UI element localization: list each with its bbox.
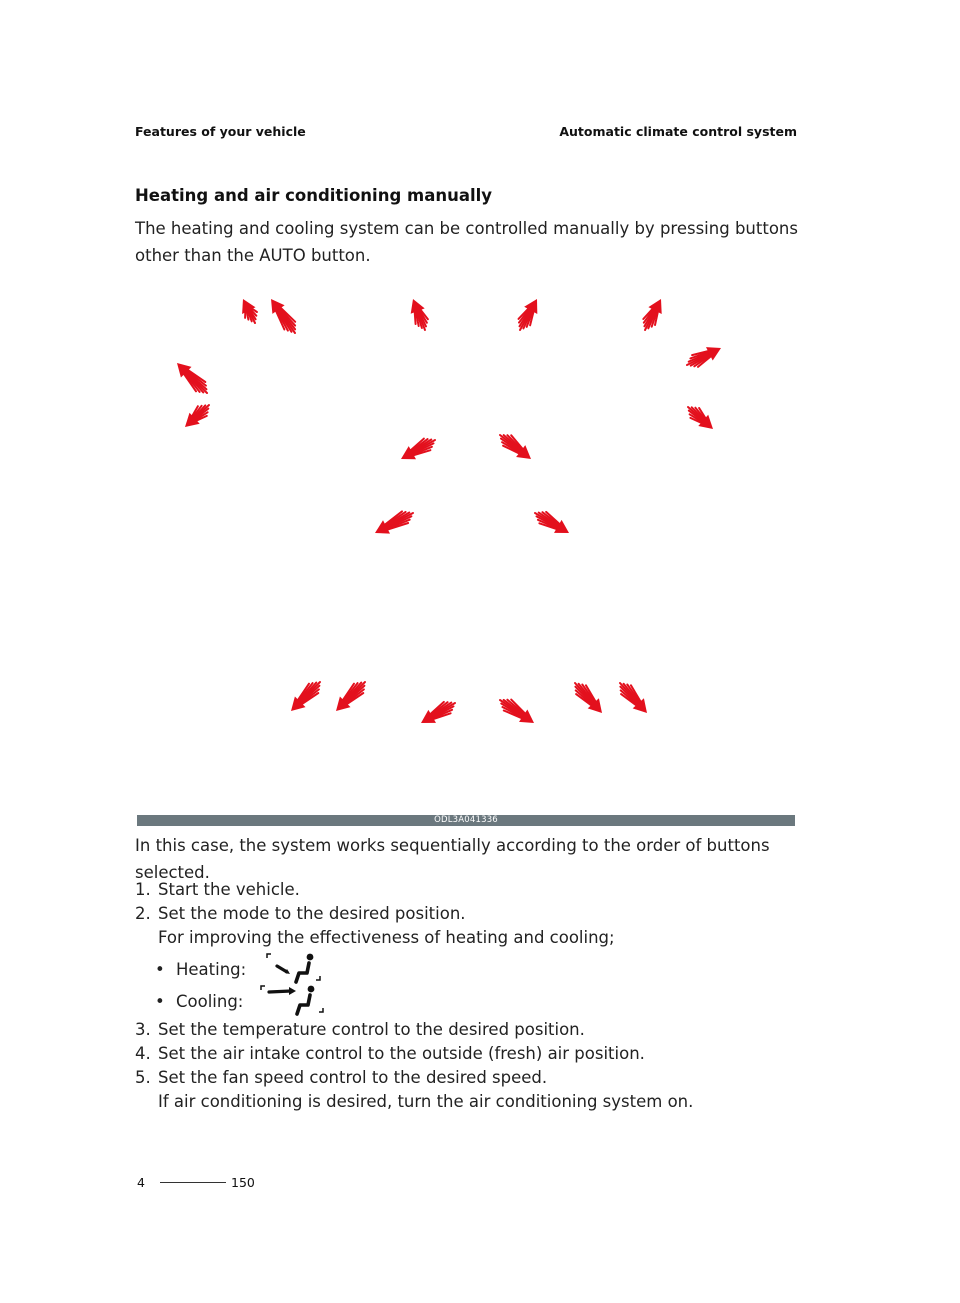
step-number: 4.	[135, 1044, 151, 1063]
step-number: 2.	[135, 904, 151, 923]
airflow-arrow-icon	[500, 435, 531, 459]
airflow-arrow-icon	[185, 405, 209, 427]
step-number: 1.	[135, 880, 151, 899]
mode-label: Heating:	[176, 960, 247, 979]
sequence-paragraph: In this case, the system works sequentially according to the order of buttons selected.	[135, 836, 770, 882]
figure-caption-bar	[137, 815, 795, 826]
airflow-figure	[135, 285, 795, 815]
face-vent-mode-icon	[259, 984, 329, 1022]
airflow-arrow-icon	[643, 299, 661, 330]
airflow-arrow-icon	[500, 700, 534, 723]
step-text: Start the vehicle.	[158, 880, 300, 899]
intro-paragraph: The heating and cooling system can be controlled manually by pressing buttons other than the AUTO button.	[135, 219, 798, 265]
airflow-arrow-icon	[242, 299, 257, 323]
bullet: •	[155, 992, 165, 1011]
step-text: Set the air intake control to the outside (fresh) air position.	[158, 1044, 645, 1063]
airflow-arrow-icon	[291, 682, 320, 711]
step-number: 5.	[135, 1068, 151, 1087]
airflow-arrow-icon	[620, 683, 647, 713]
airflow-arrow-icon	[375, 511, 413, 533]
footer-rule	[160, 1182, 226, 1183]
section-heading: Heating and air conditioning manually	[135, 186, 493, 205]
mode-label: Cooling:	[176, 992, 244, 1011]
airflow-arrows	[135, 285, 795, 815]
running-header-topic: Automatic climate control system	[559, 124, 797, 139]
step-text: Set the temperature control to the desired position.	[158, 1020, 585, 1039]
step-number: 3.	[135, 1020, 151, 1039]
page-number: 150	[231, 1175, 255, 1190]
airflow-arrow-icon	[271, 299, 295, 333]
airflow-arrow-icon	[688, 407, 713, 429]
running-header-section: Features of your vehicle	[135, 124, 306, 139]
airflow-arrow-icon	[401, 439, 435, 460]
airflow-arrow-icon	[411, 299, 428, 330]
airflow-arrow-icon	[421, 702, 455, 723]
airflow-arrow-icon	[535, 512, 569, 533]
step-text: Set the fan speed control to the desired speed.	[158, 1068, 548, 1087]
figure-code: ODL3A041336	[434, 815, 498, 825]
step-text: For improving the effectiveness of heating and cooling;	[158, 928, 615, 947]
airflow-arrow-icon	[575, 683, 602, 713]
airflow-arrow-icon	[519, 299, 538, 330]
chapter-number: 4	[137, 1175, 145, 1190]
bullet: •	[155, 960, 165, 979]
airflow-arrow-icon	[177, 363, 207, 393]
step-text: Set the mode to the desired position.	[158, 904, 466, 923]
airflow-arrow-icon	[336, 682, 365, 711]
airflow-arrow-icon	[687, 347, 721, 367]
step-text: If air conditioning is desired, turn the air conditioning system on.	[158, 1092, 694, 1111]
